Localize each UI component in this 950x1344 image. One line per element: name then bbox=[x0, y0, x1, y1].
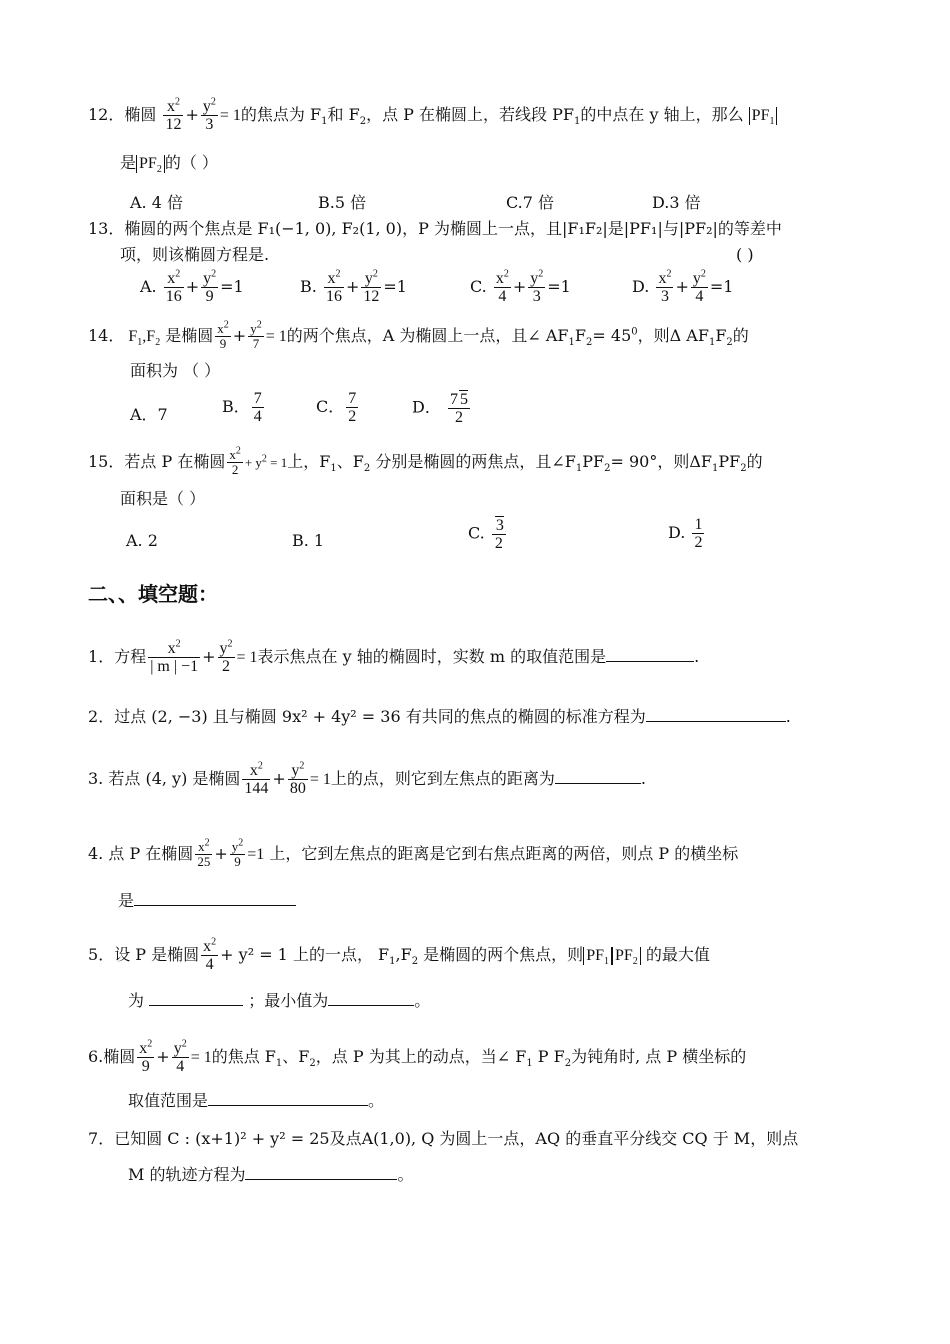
fill-question-4: 4. 点 P 在椭圆 $\frac{x^2}{25}$ + $\frac{y^2}{9}$ =1 上，它到左焦点的距离是它到右焦点距离的两倍，则点 P 的横坐标 bbox=[88, 837, 739, 869]
question-number: 12 bbox=[88, 105, 109, 124]
option-d: D. $\frac{1}{2}$ bbox=[668, 516, 703, 551]
question-14: 14． $F_1,F_2$ 是椭圆 $\frac{x^2}{9}$ + $\frac{y^2}{7}$ = 1的两个焦点，A 为椭圆上一点，且∠ $AF_1F_2= 45^0$，则Δ $AF_1F_2$的 bbox=[88, 319, 749, 351]
answer-blank[interactable] bbox=[555, 769, 641, 784]
fill-question-3: 3. 若点 (4, y) 是椭圆 $\frac{x^2}{144}$ + $\frac{y^2}{80}$ = 1上的点，则它到左焦点的距离为 . bbox=[88, 760, 646, 797]
answer-blank[interactable] bbox=[646, 707, 786, 722]
answer-blank[interactable] bbox=[208, 1091, 368, 1106]
answer-blank[interactable] bbox=[245, 1165, 397, 1180]
option-c: C. $\frac{x^2}{4}$ + $\frac{y^2}{3}$ =1 bbox=[470, 268, 571, 305]
option-a: A. 4 倍 bbox=[130, 193, 183, 212]
option-b: B. $\frac{x^2}{16}$ + $\frac{y^2}{12}$ =1 bbox=[300, 268, 407, 305]
option-a: A．7 bbox=[130, 405, 168, 424]
option-b: B． $\frac{7}{4}$ bbox=[222, 390, 262, 425]
answer-blank[interactable] bbox=[134, 891, 296, 906]
question-13: 13．椭圆的两个焦点是 F₁(−1, 0), F₂(1, 0)，P 为椭圆上一点，且|F₁F₂|是|PF₁|与|PF₂|的等差中 bbox=[88, 219, 782, 238]
question-number: 6. bbox=[88, 1047, 104, 1066]
question-number: 4. bbox=[88, 844, 104, 863]
fill-question-1: 1．方程 $\frac{x^2}{| m | -1}$ + $\frac{y^2}{2}$ = 1表示焦点在 y 轴的椭圆时，实数 m 的取值范围是 . bbox=[88, 638, 700, 675]
fill-question-5: 5．设 P 是椭圆 $\frac{x^2}{4}$ + y² = 1 上的一点， $F_1,F_2$ 是椭圆的两个焦点，则 $PF_1$ $PF_2$ 的最大值 bbox=[88, 936, 710, 973]
question-15-continuation: 面积是（ ） bbox=[120, 489, 206, 508]
answer-blank-min[interactable] bbox=[328, 991, 414, 1006]
fill-question-7: 7．已知圆 C : (x+1)² + y² = 25及点A(1,0), Q 为圆上一点，AQ 的垂直平分线交 CQ 于 M，则点 bbox=[88, 1129, 799, 1148]
question-number: 1 bbox=[88, 647, 99, 666]
option-d: D. $\frac{x^2}{3}$ + $\frac{y^2}{4}$ =1 bbox=[632, 268, 734, 305]
question-number: 5 bbox=[88, 945, 99, 964]
option-d: D． $\frac{7 5}{2}$ bbox=[412, 391, 468, 426]
question-number: 3. bbox=[88, 769, 104, 788]
fill-question-6: 6.椭圆 $\frac{x^2}{9}$ + $\frac{y^2}{4}$ = 1的焦点 $F_1$、$F_2$，点 P 为其上的动点，当∠ $F_1$ P $F_2$为钝角时, 点 P 横坐标的 bbox=[88, 1038, 747, 1075]
answer-blank-max[interactable] bbox=[149, 991, 243, 1006]
question-number: 7 bbox=[88, 1129, 99, 1148]
fill-question-2: 2．过点 (2, −3) 且与椭圆 9x² + 4y² = 36 有共同的焦点的椭圆的标准方程为 . bbox=[88, 707, 791, 726]
fill-question-4-continuation: 是 bbox=[118, 890, 296, 912]
option-b: B. 1 bbox=[292, 531, 325, 550]
option-c: C.7 倍 bbox=[506, 193, 555, 212]
question-number: 15 bbox=[88, 452, 109, 471]
option-c: C. $\frac{3}{2}$ bbox=[468, 517, 504, 552]
fill-question-5-continuation: 为 ；最小值为 。 bbox=[128, 991, 431, 1010]
question-12: 12．椭圆 $\frac{x^2}{12}$ + $\frac{y^2}{3}$ = 1的焦点为 $F_1$和 $F_2$，点 P 在椭圆上，若线段 $PF_1$的中点在 y 轴上，那么 $PF_1$ bbox=[88, 98, 777, 133]
option-a: A. $\frac{x^2}{16}$ + $\frac{y^2}{9}$ =1 bbox=[140, 268, 244, 305]
question-13-continuation: 项，则该椭圆方程是. bbox=[120, 245, 270, 264]
fill-question-6-continuation: 取值范围是 。 bbox=[128, 1091, 385, 1110]
option-b: B.5 倍 bbox=[318, 193, 367, 212]
answer-blank[interactable] bbox=[606, 647, 694, 662]
fill-question-7-continuation: M 的轨迹方程为 。 bbox=[128, 1165, 414, 1184]
option-c: C． $\frac{7}{2}$ bbox=[316, 390, 357, 425]
question-number: 2 bbox=[88, 707, 99, 726]
question-12-continuation: 是 $PF_2$ 的（ ） bbox=[120, 153, 218, 176]
question-14-continuation: 面积为 （ ） bbox=[130, 361, 221, 380]
fraction: $\frac{x^2}{12}$ bbox=[165, 96, 182, 133]
answer-paren: ( ) bbox=[736, 245, 754, 264]
section-heading: 二、、填空题： bbox=[88, 582, 218, 606]
option-a: A. 2 bbox=[126, 531, 158, 550]
question-number: 14 bbox=[88, 326, 109, 345]
option-d: D.3 倍 bbox=[652, 193, 701, 212]
question-number: 13 bbox=[88, 219, 109, 238]
question-15: 15．若点 P 在椭圆 $\frac{x^2}{2}$ + $y^2 = 1$上，$F_1$、$F_2$ 分别是椭圆的两焦点，且$\angle F_1PF_2= 90^\circ$，则$\Delta F_1PF_2$的 bbox=[88, 445, 763, 477]
